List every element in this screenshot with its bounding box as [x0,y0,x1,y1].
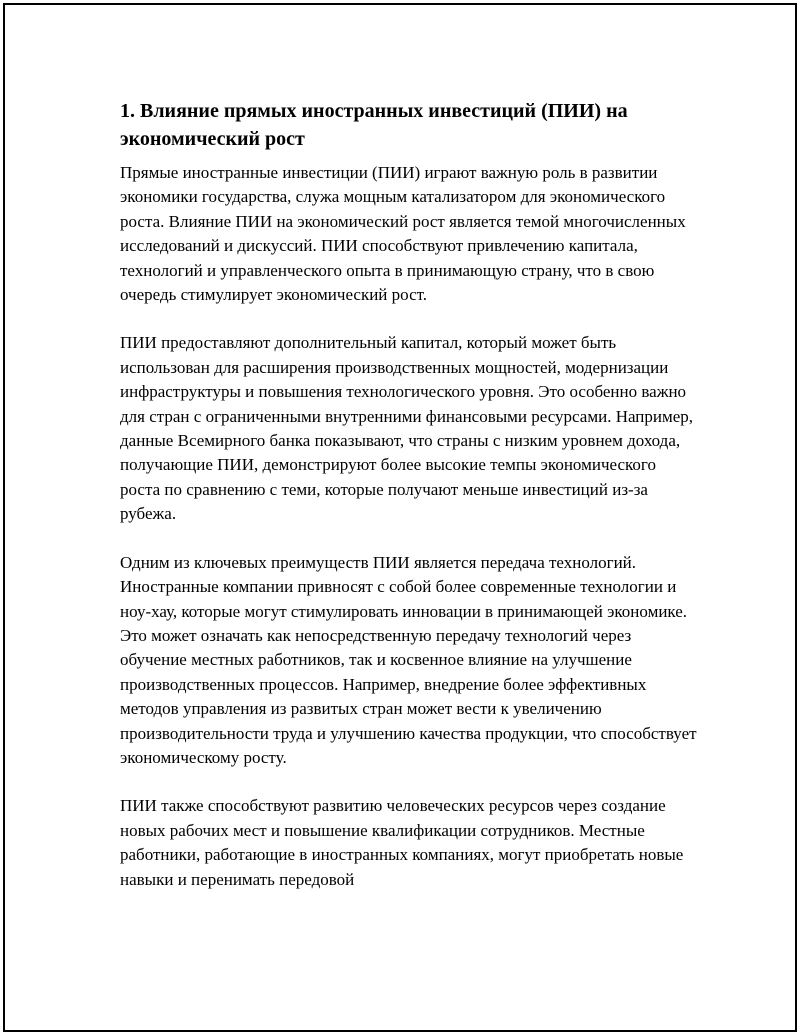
document-body [120,97,700,916]
document-page [3,3,797,1032]
paragraph-1: Прямые иностранные инвестиции (ПИИ) играют важную роль в развитии экономики государства, служа мощным катализатором для экономического роста. Влияние ПИИ на экономический рост является темой многочисленных исследований и дискуссий. ПИИ способствуют привлечению капитала, технологий и управленческого опыта в принимающую страну, что в свою очередь стимулирует экономический рост. [120,163,686,305]
paragraph-3: Одним из ключевых преимуществ ПИИ является передача технологий. Иностранные компании привносят с собой более современные технологии и ноу-хау, которые могут стимулировать инновации в принимающей экономике. Это может означать как непосредственную передачу технологий через обучение местных работников, так и косвенное влияние на улучшение производственных процессов. Например, внедрение более эффективных методов управления из развитых стран может вести к увеличению производительности труда и улучшению качества продукции, что способствует экономическому росту. [120,552,697,767]
section-heading: 1. Влияние прямых иностранных инвестиций (ПИИ) на экономический рост [120,100,628,150]
paragraph-4: ПИИ также способствуют развитию человеческих ресурсов через создание новых рабочих мест и повышение квалификации сотрудников. Местные работники, работающие в иностранных компаниях, могут приобретать новые навыки и перенимать передовой [120,796,684,889]
paragraph-2: ПИИ предоставляют дополнительный капитал, который может быть использован для расширения производственных мощностей, модернизации инфраструктуры и повышения технологического уровня. Это особенно важно для стран с ограниченными внутренними финансовыми ресурсами. Например, данные Всемирного банка показывают, что страны с низким уровнем дохода, получающие ПИИ, демонстрируют более высокие темпы экономического роста по сравнению с теми, которые получают меньше инвестиций из-за рубежа. [120,333,694,524]
